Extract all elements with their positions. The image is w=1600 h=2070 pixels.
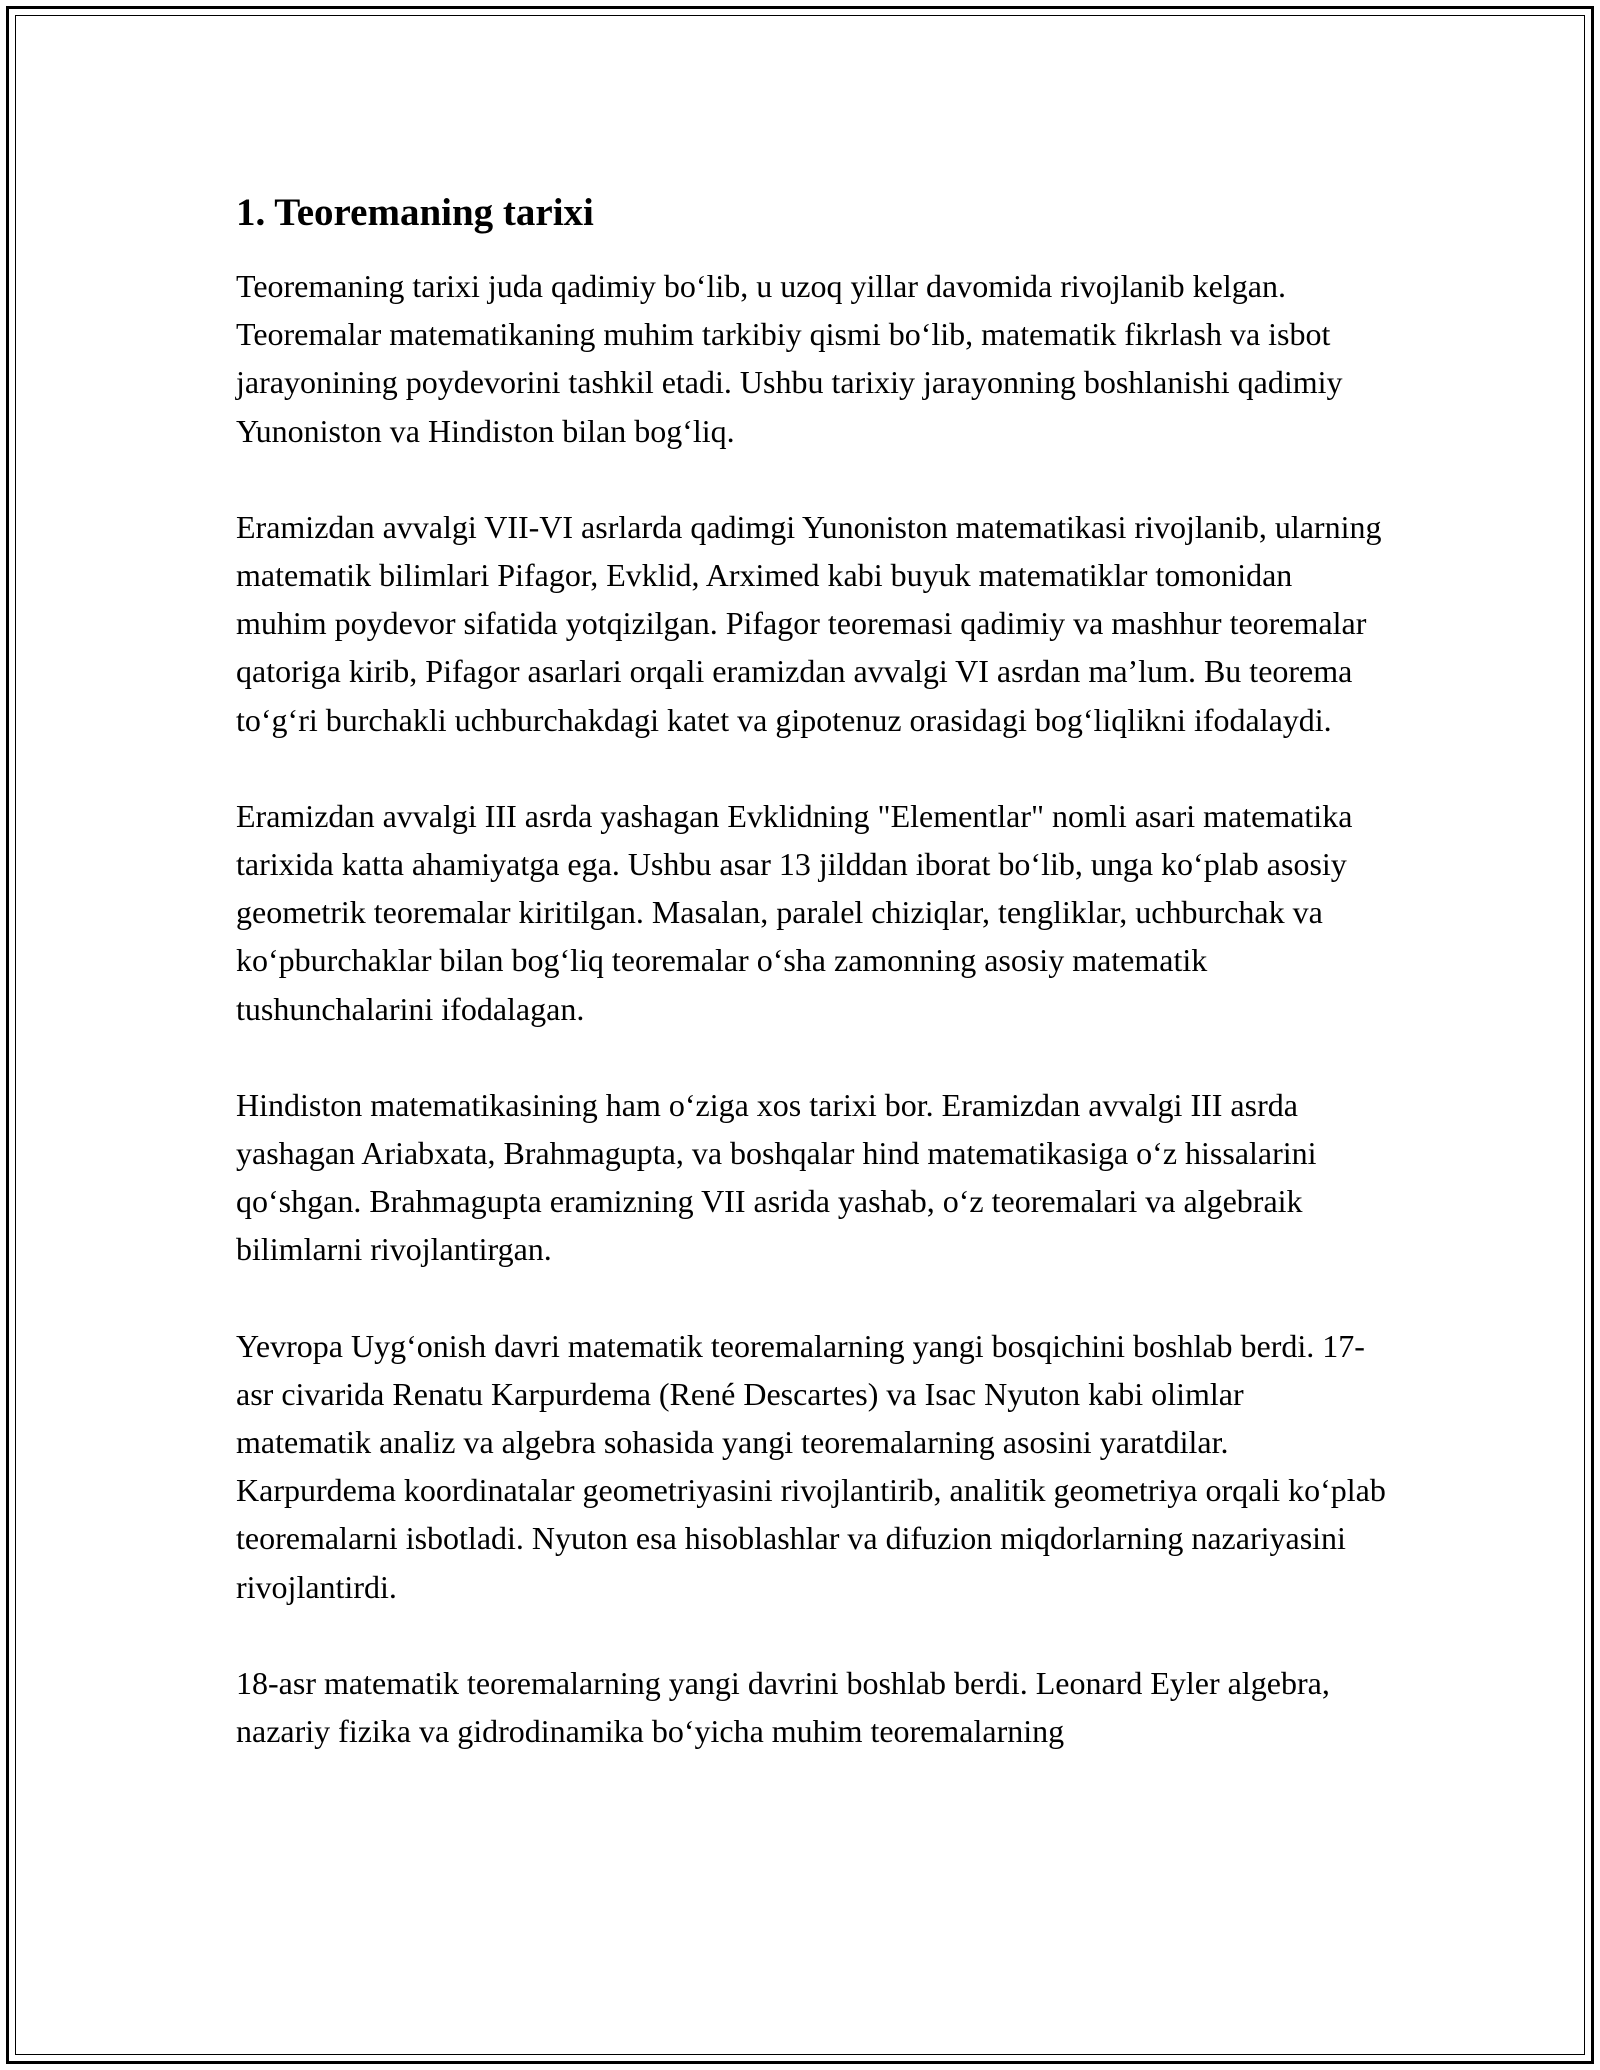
section-heading: 1. Teoremaning tarixi [236, 191, 594, 234]
paragraph-1: Teoremaning tarixi juda qadimiy boʻlib, u uzoq yillar davomida rivojlanib kelgan. Teoremalar matematikaning muhim tarkibiy qismi boʻlib, matematik fikrlash va isbot jarayonining poydevorini tashkil etadi. Ushbu tarixiy jarayonning boshlanishi qadimiy Yunoniston va Hindiston bilan bogʻliq. [236, 268, 1343, 449]
paragraph-3: Eramizdan avvalgi III asrda yashagan Evklidning "Elementlar" nomli asari matematika tarixida katta ahamiyatga ega. Ushbu asar 13 jilddan iborat boʻlib, unga koʻplab asosiy geometrik teoremalar kiritilgan. Masalan, paralel chiziqlar, tengliklar, uchburchak va koʻpburchaklar bilan bogʻliq teoremalar oʻsha zamonning asosiy matematik tushunchalarini ifodalagan. [236, 797, 1353, 1027]
document-body [236, 184, 1386, 1803]
paragraph-2: Eramizdan avvalgi VII-VI asrlarda qadimgi Yunoniston matematikasi rivojlanib, ularning matematik bilimlari Pifagor, Evklid, Arximed kabi buyuk matematiklar tomonidan muhim poydevor sifatida yotqizilgan. Pifagor teoremasi qadimiy va mashhur teoremalar qatoriga kirib, Pifagor asarlari orqali eramizdan avvalgi VI asrdan maʼlum. Bu teorema toʻgʻri burchakli uchburchakdagi katet va gipotenuz orasidagi bogʻliqlikni ifodalaydi. [236, 508, 1382, 738]
paragraph-4: Hindiston matematikasining ham oʻziga xos tarixi bor. Eramizdan avvalgi III asrda yashagan Ariabxata, Brahmagupta, va boshqalar hind matematikasiga oʻz hissalarini qoʻshgan. Brahmagupta eramizning VII asrida yashab, oʻz teoremalari va algebraik bilimlarni rivojlantirgan. [236, 1086, 1317, 1268]
paragraph-5: Yevropa Uygʻonish davri matematik teoremalarning yangi bosqichini boshlab berdi. 17-asr civarida Renatu Karpurdema (René Descartes) va Isac Nyuton kabi olimlar matematik analiz va algebra sohasida yangi teoremalarning asosini yaratdilar. Karpurdema koordinatalar geometriyasini rivojlantirib, analitik geometriya orqali koʻplab teoremalarni isbotladi. Nyuton esa hisoblashlar va difuzion miqdorlarning nazariyasini rivojlantirdi. [236, 1327, 1386, 1605]
paragraph-6: 18-asr matematik teoremalarning yangi davrini boshlab berdi. Leonard Eyler algebra, nazariy fizika va gidrodinamika boʻyicha muhim teoremalarning [236, 1664, 1330, 1750]
